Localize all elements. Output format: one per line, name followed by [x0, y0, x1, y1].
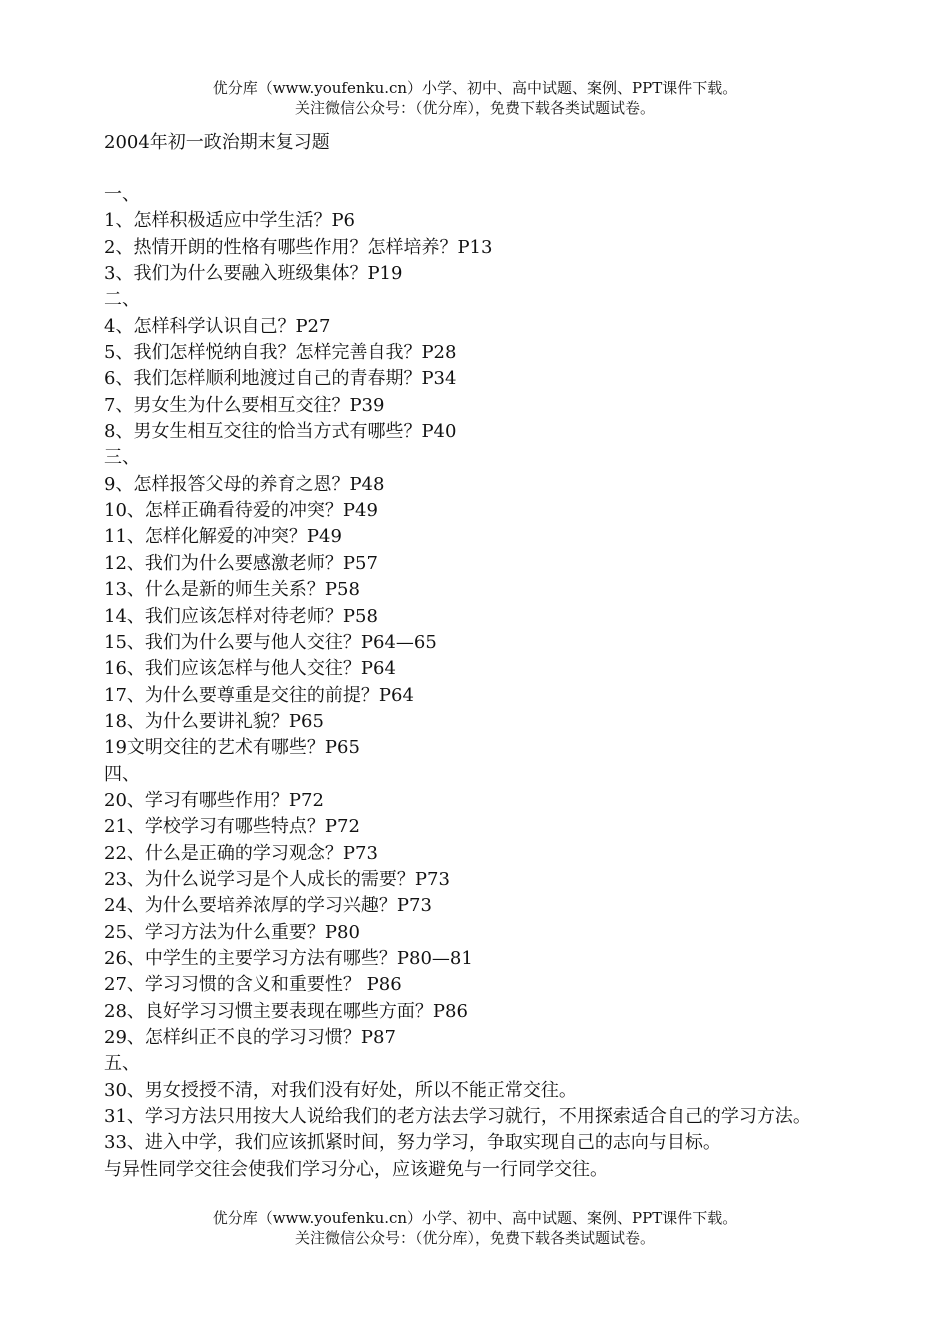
question-item: 21、学校学习有哪些特点？P72	[104, 816, 360, 838]
section-heading: 五、	[104, 1053, 140, 1075]
document-body	[104, 130, 854, 1183]
question-item: 13、什么是新的师生关系？P58	[104, 579, 360, 601]
question-item: 10、怎样正确看待爱的冲突？P49	[104, 500, 378, 522]
statement-item: 30、男女授授不清，对我们没有好处，所以不能正常交往。	[104, 1079, 577, 1101]
statement-item: 与异性同学交往会使我们学习分心，应该避免与一行同学交往。	[104, 1158, 608, 1180]
question-item: 7、男女生为什么要相互交往？P39	[104, 394, 385, 416]
question-item: 24、为什么要培养浓厚的学习兴趣？P73	[104, 895, 432, 917]
page-footer	[0, 1208, 950, 1248]
question-item: 25、学习方法为什么重要？P80	[104, 921, 360, 943]
question-item: 8、男女生相互交往的恰当方式有哪些？P40	[104, 421, 457, 443]
question-item: 29、怎样纠正不良的学习习惯？P87	[104, 1027, 396, 1048]
question-item: 23、为什么说学习是个人成长的需要？P73	[104, 868, 450, 890]
question-item: 3、我们为什么要融入班级集体？P19	[104, 263, 403, 285]
question-item: 22、什么是正确的学习观念？P73	[104, 842, 378, 864]
question-item: 17、为什么要尊重是交往的前提？P64	[104, 684, 414, 706]
question-item: 16、我们应该怎样与他人交往？P64	[104, 658, 396, 680]
question-item: 12、我们为什么要感激老师？P57	[104, 552, 378, 574]
question-item: 1、怎样积极适应中学生活？P6	[104, 210, 356, 232]
header-line-2: 关注微信公众号：（优分库），免费下载各类试题试卷。	[294, 99, 655, 117]
section-heading: 二、	[104, 289, 140, 311]
document-title: 2004年初一政治期末复习题	[104, 132, 330, 153]
question-item: 19文明交往的艺术有哪些？P65	[104, 737, 360, 759]
question-item: 5、我们怎样悦纳自我？怎样完善自我？P28	[104, 342, 457, 364]
question-item: 27、学习习惯的含义和重要性？ P86	[104, 974, 402, 996]
page-header	[0, 78, 950, 118]
question-item: 15、我们为什么要与他人交往？P64—65	[104, 631, 437, 653]
question-item: 11、怎样化解爱的冲突？P49	[104, 526, 342, 548]
section-heading: 三、	[104, 447, 140, 469]
question-item: 20、学习有哪些作用？P72	[104, 789, 324, 811]
statement-item: 33、进入中学，我们应该抓紧时间，努力学习，争取实现自己的志向与目标。	[104, 1132, 721, 1154]
section-heading: 四、	[104, 763, 140, 785]
question-item: 14、我们应该怎样对待老师？P58	[104, 605, 378, 627]
question-item: 9、怎样报答父母的养育之恩？P48	[104, 473, 385, 495]
question-list	[104, 182, 854, 1183]
footer-line-1: 优分库（www.youfenku.cn）小学、初中、高中试题、案例、PPT课件下载。	[212, 1209, 738, 1227]
section-heading: 一、	[104, 184, 140, 205]
question-item: 28、良好学习习惯主要表现在哪些方面？P86	[104, 1000, 468, 1022]
statement-item: 31、学习方法只用按大人说给我们的老方法去学习就行，不用探索适合自己的学习方法。	[104, 1106, 811, 1128]
question-item: 26、中学生的主要学习方法有哪些？P80—81	[104, 947, 473, 969]
question-item: 2、热情开朗的性格有哪些作用？怎样培养？P13	[104, 236, 493, 258]
question-item: 6、我们怎样顺利地渡过自己的青春期？P34	[104, 368, 457, 390]
question-item: 4、怎样科学认识自己？P27	[104, 315, 331, 337]
footer-line-2: 关注微信公众号：（优分库），免费下载各类试题试卷。	[294, 1229, 655, 1247]
question-item: 18、为什么要讲礼貌？P65	[104, 710, 324, 732]
header-line-1: 优分库（www.youfenku.cn）小学、初中、高中试题、案例、PPT课件下载。	[212, 79, 738, 97]
